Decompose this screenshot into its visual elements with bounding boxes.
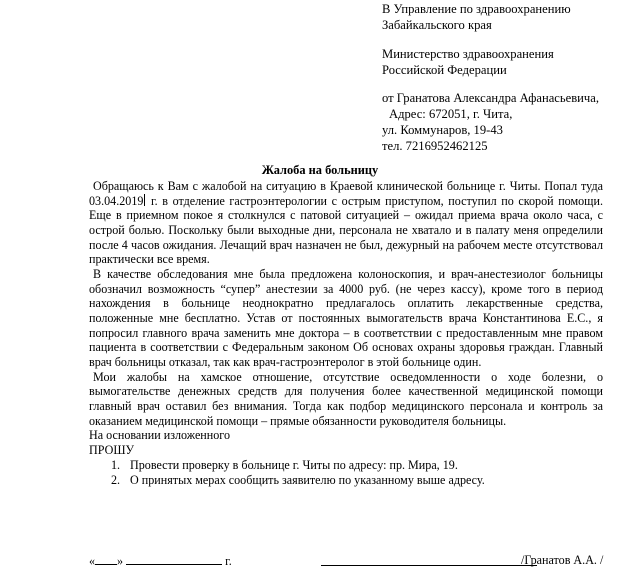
document-body [89, 179, 603, 488]
list-item [89, 458, 603, 473]
signer-name: /Гранатов А.А. / [521, 553, 604, 567]
paragraph-3: Мои жалобы на хамское отношение, отсутствие осведомленности о ходе болезни, о вымогательстве денежных средств для получения более качественной медицинской помощи главный врач оставил без внимания. Тогда как подбор медицинского персонала и контроль за оказанием медицинской помощи – прямые обязанности руководителя больницы. [89, 369, 603, 428]
recipient-block-regional [382, 1, 571, 33]
document-title: Жалоба на больницу [261, 163, 379, 177]
list-item [89, 473, 603, 488]
signature-line [321, 565, 537, 566]
paragraph-1-part-1: Обращаюсь к Вам с жалобой на ситуацию в Краевой клинической больнице г. Читы. Попал туда 03.04.2019 [89, 179, 603, 208]
list-item-text: О принятых мерах сообщить заявителю по указанному выше адресу. [130, 473, 485, 488]
paragraph-2: В качестве обследования мне была предложена колоноскопия, и врач-анестезиолог больницы обозначил возможность “супер” анестезии за 4000 руб. (не через кассу), кроме того в период нахождения в больнице неоднократно предлагалось оплатить лекарственные средства, положенные мне бесплатно. Устав от постоянных вымогательств врача Константинова Е.С., я попросил главного врача заменить мне доктора – в соответствии с предоставленным мне правом пациента в соответствии с Федеральным законом Об основах охраны здоровья граждан. Главный врач больницы отказал, так как врач-гастроэнтеролог в этой больнице один. [89, 266, 603, 369]
sender-name: от Гранатова Александра Афанасьевича, [382, 91, 599, 105]
recipient-line-3: Министерство здравоохранения [382, 47, 554, 61]
day-blank [95, 553, 117, 565]
date-field [89, 553, 232, 569]
quote-open: « [89, 554, 96, 568]
sender-phone: тел. 7216952462125 [382, 139, 488, 153]
recipient-line-2: Забайкальского края [382, 18, 492, 32]
month-year-blank [126, 553, 222, 565]
recipient-block-ministry [382, 46, 554, 78]
request-list [89, 458, 603, 487]
year-suffix: г. [225, 554, 232, 568]
paragraph-1 [89, 179, 603, 267]
list-item-text: Провести проверку в больнице г. Читы по адресу: пр. Мира, 19. [130, 458, 458, 473]
list-item-number: 1. [111, 458, 121, 473]
recipient-line-1: В Управление по здравоохранению [382, 2, 571, 16]
sender-block [382, 90, 599, 154]
recipient-line-4: Российской Федерации [382, 63, 507, 77]
list-item-number: 2. [111, 473, 121, 488]
quote-close: » [117, 554, 124, 568]
basis-line: На основании изложенного [89, 428, 231, 443]
paragraph-1-part-2: г. в отделение гастроэнтерологии с острым приступом, поступил по скорой помощи. Еще в приемном покое я столкнулся с патовой ситуацией – ожидал приема врача около часа, с острой болью. Поскольку были выходные дни, персонала не хватало и в палату меня определили после 4 часов ожидания. Лечащий врач назначен не был, дежурный на рабочем месте отсутствовал практически все время. [89, 193, 603, 267]
sender-address-2: ул. Коммунаров, 19-43 [382, 123, 503, 137]
sender-address-1: Адрес: 672051, г. Чита, [389, 107, 513, 121]
request-heading: ПРОШУ [89, 442, 135, 457]
